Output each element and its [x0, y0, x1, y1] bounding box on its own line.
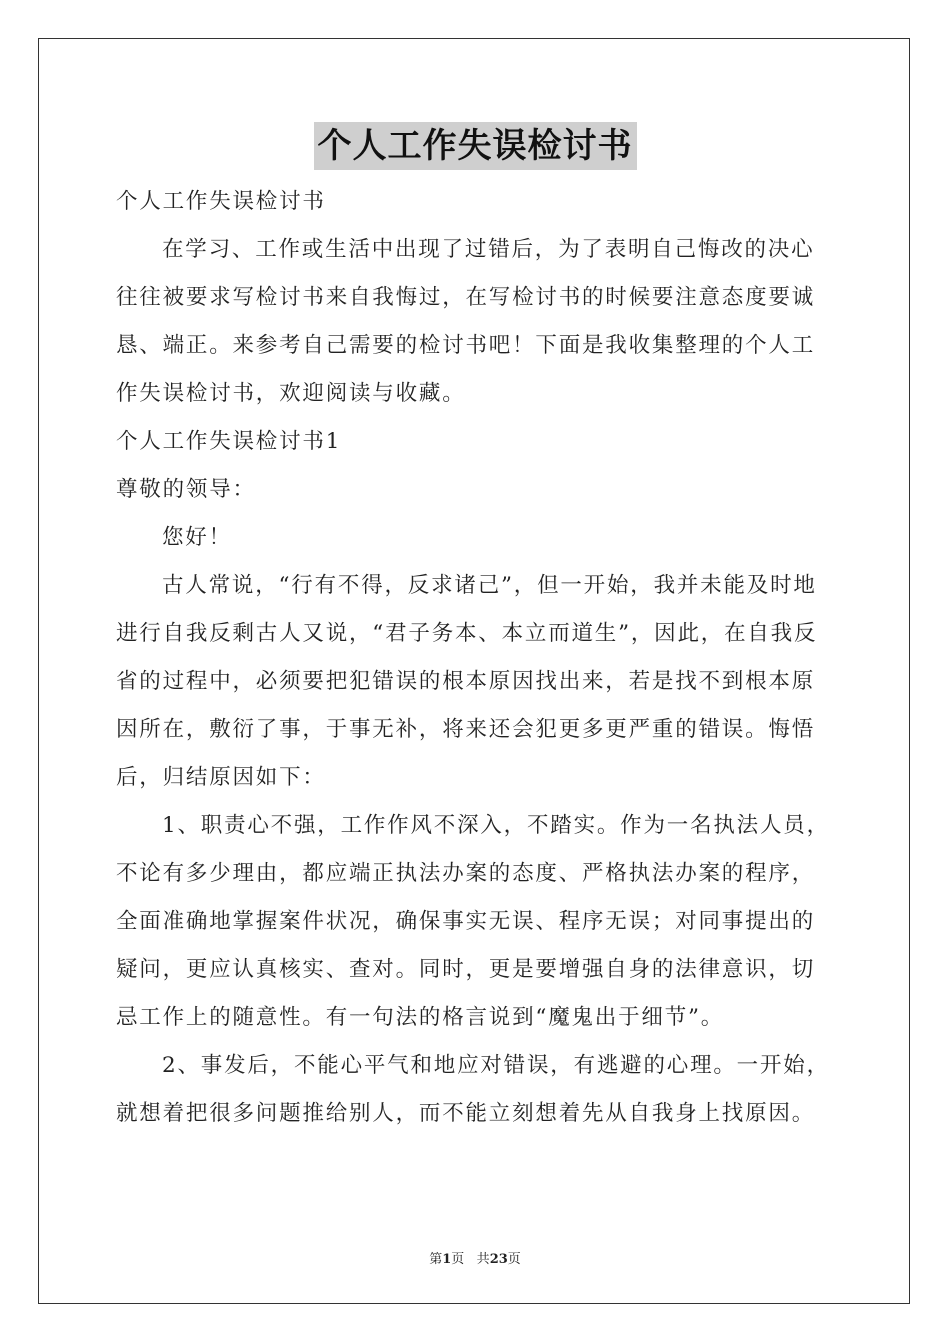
paragraph: 古人常说，“行有不得，反求诸己”，但一开始，我并未能及时地进行自我反剩古人又说，“君子务本、本立而道生”，因此，在自我反省的过程中，必须要把犯错误的根本原因找出来，若是找不到根本原因所在，敷衍了事，于事无补，将来还会犯更多更严重的错误。悔悟后，归结原因如下：	[116, 573, 818, 790]
paragraph: 1、职责心不强，工作作风不深入，不踏实。作为一名执法人员，不论有多少理由，都应端正执法办案的态度、严格执法办案的程序，全面准确地掌握案件状况，确保事实无误、程序无误；对同事提出的疑问，更应认真核实、查对。同时，更是要增强自身的法律意识，切忌工作上的随意性。有一句法的格言说到“魔鬼出于细节”。	[116, 813, 830, 1030]
paragraph: 在学习、工作或生活中出现了过错后，为了表明自己悔改的决心往往被要求写检讨书来自我悔过，在写检讨书的时候要注意态度要诚恳、端正。来参考自己需要的检讨书吧！下面是我收集整理的个人工作失误检讨书，欢迎阅读与收藏。	[116, 237, 816, 406]
paragraph: 尊敬的领导：	[116, 477, 256, 502]
footer-page-number: 1	[442, 1252, 452, 1267]
paragraph: 2、事发后，不能心平气和地应对错误，有逃避的心理。一开始，就想着把很多问题推给别人，而不能立刻想着先从自我身上找原因。	[116, 1053, 830, 1126]
title-container	[0, 122, 950, 170]
paragraph: 个人工作失误检讨书1	[116, 429, 342, 454]
page-footer	[0, 1248, 950, 1267]
footer-page-suffix: 页	[451, 1252, 465, 1267]
footer-total-suffix: 页	[507, 1252, 521, 1267]
document-body	[116, 178, 836, 1138]
paragraph: 您好！	[162, 525, 232, 550]
paragraph: 个人工作失误检讨书	[116, 189, 326, 214]
footer-prefix: 第	[429, 1252, 443, 1267]
document-title: 个人工作失误检讨书	[314, 122, 637, 170]
footer-total-prefix: 共	[476, 1252, 490, 1267]
footer-total-pages: 23	[489, 1252, 508, 1267]
